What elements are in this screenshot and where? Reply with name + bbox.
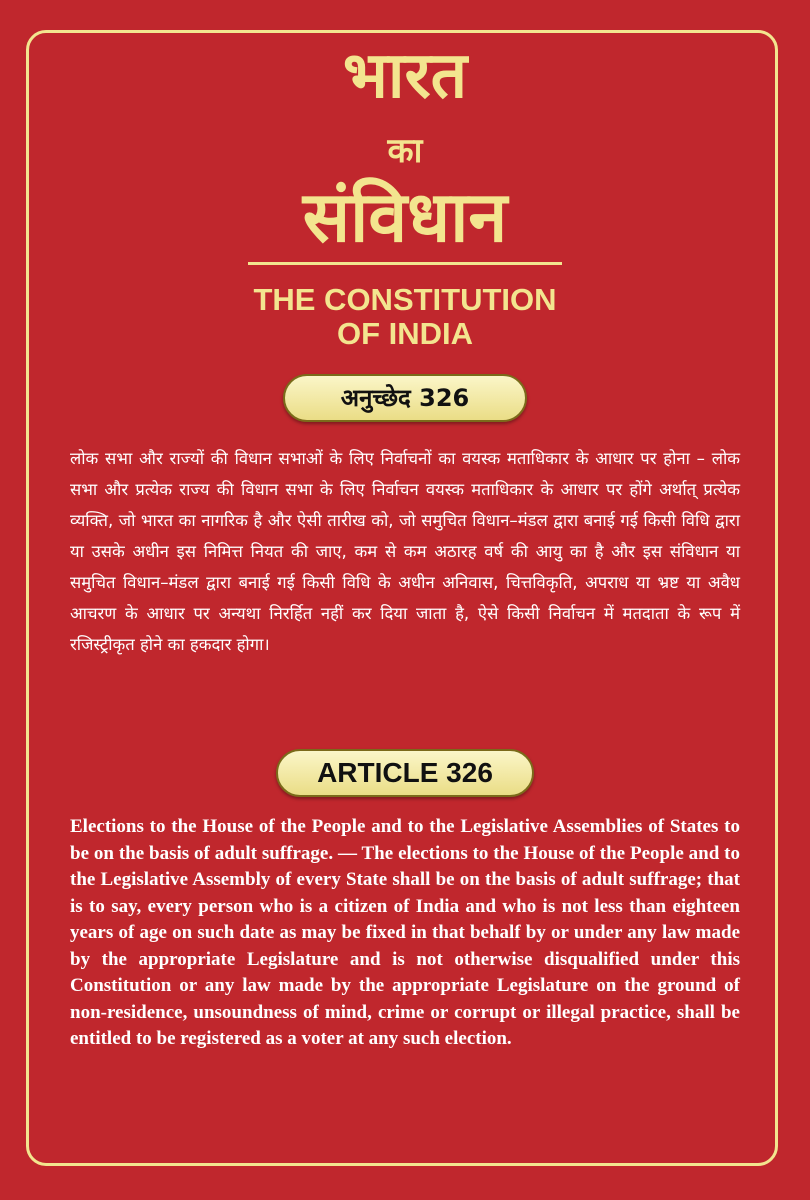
hindi-title-bharat: भारत xyxy=(342,39,468,113)
hindi-article-heading: अनुच्छेद 326 xyxy=(283,374,527,422)
title-divider xyxy=(248,262,562,265)
english-title-line2: OF INDIA xyxy=(336,316,474,351)
english-article-text: Elections to the House of the People and to the Legislative Assemblies of States to be on the basis of adult suffrage. — The elections to the House of the People and to the Legislative Assembly of every State shall be on the basis of adult suffrage; that is to say, every person who is a citizen of India and who is not less than eighteen years of age on such date as may be fixed in that behalf by or under any law made by the appropriate Legislature and is not otherwise disqualified under this Constitution or any law made by the appropriate Legislature on the ground of non-residence, unsoundness of mind, crime or corrupt or illegal practice, shall be entitled to be registered as a voter at any such election. xyxy=(70,816,740,1049)
english-article-heading: ARTICLE 326 xyxy=(276,749,534,797)
hindi-article-text: लोक सभा और राज्यों की विधान सभाओं के लिए निर्वाचनों का वयस्क मताधिकार के आधार पर होना – लोक सभा और प्रत्येक राज्य की विधान सभा के लिए निर्वाचन वयस्क मताधिकार के आधार पर होंगे अर्थात् प्रत्येक व्यक्ति, जो भारत का नागरिक है और ऐसी तारीख को, जो समुचित विधान–मंडल द्वारा बनाई गई किसी विधि द्वारा या उसके अधीन इस निमित्त नियत की जाए, कम से कम अठारह वर्ष की आयु का है और इस संविधान या समुचित विधान–मंडल द्वारा बनाई गई किसी विधि के अधीन अनिवास, चित्तविकृति, अपराध या भ्रष्ट या अवैध आचरण के आधार पर अन्यथा निरर्हित नहीं कर दिया जाता है, ऐसे किसी निर्वाचन में मतदाता के रूप में रजिस्ट्रीकृत होने का हकदार होगा। xyxy=(70,449,740,654)
hindi-title-samvidhan: संविधान xyxy=(302,176,508,258)
hindi-title-ka: का xyxy=(387,131,423,171)
english-title-line1: THE CONSTITUTION xyxy=(253,282,557,317)
